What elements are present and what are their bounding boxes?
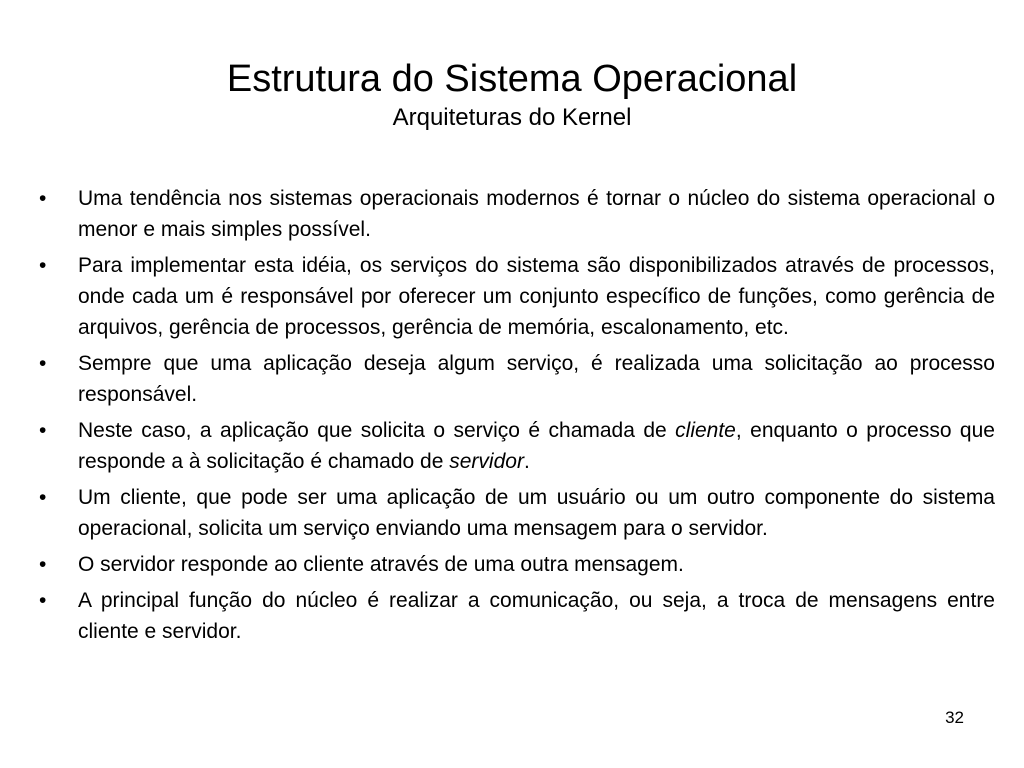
bullet-list xyxy=(39,183,995,652)
bullet-item xyxy=(39,549,995,580)
bullet-text: Para implementar esta idéia, os serviços do sistema são disponibilizados através de processos, onde cada um é responsável por oferecer um conjunto específico de funções, como gerência de arquivos, gerência de processos, gerência de memória, escalonamento, etc. xyxy=(78,254,995,339)
term-cliente: cliente xyxy=(675,419,736,442)
bullet-marker: • xyxy=(39,419,47,442)
bullet-text: O servidor responde ao cliente através de uma outra mensagem. xyxy=(78,553,684,576)
bullet-item xyxy=(39,348,995,410)
bullet-text: Uma tendência nos sistemas operacionais modernos é tornar o núcleo do sistema operacional o menor e mais simples possível. xyxy=(78,187,995,241)
bullet-text-part: , enquanto o processo que responde a à solicitação é chamado de xyxy=(78,419,995,473)
bullet-item xyxy=(39,183,995,245)
bullet-item xyxy=(39,585,995,647)
bullet-marker: • xyxy=(39,254,47,277)
slide-title: Estrutura do Sistema Operacional xyxy=(226,58,798,100)
bullet-text xyxy=(78,419,995,473)
bullet-item xyxy=(39,415,995,477)
term-servidor: servidor xyxy=(449,450,524,473)
page-number: 32 xyxy=(945,708,964,727)
bullet-marker: • xyxy=(39,486,47,509)
bullet-text: Sempre que uma aplicação deseja algum serviço, é realizada uma solicitação ao processo responsável. xyxy=(78,352,995,406)
bullet-text: A principal função do núcleo é realizar a comunicação, ou seja, a troca de mensagens entre cliente e servidor. xyxy=(78,589,995,643)
bullet-text-part: . xyxy=(523,450,530,473)
bullet-marker: • xyxy=(39,553,47,576)
bullet-marker: • xyxy=(39,589,47,612)
bullet-text: Um cliente, que pode ser uma aplicação de um usuário ou um outro componente do sistema operacional, solicita um serviço enviando uma mensagem para o servidor. xyxy=(78,486,995,540)
bullet-marker: • xyxy=(39,352,47,375)
bullet-item xyxy=(39,250,995,343)
bullet-text-part: Neste caso, a aplicação que solicita o serviço é chamada de xyxy=(78,419,676,442)
slide-subtitle: Arquiteturas do Kernel xyxy=(392,104,632,131)
bullet-marker: • xyxy=(39,187,47,210)
bullet-item xyxy=(39,482,995,544)
